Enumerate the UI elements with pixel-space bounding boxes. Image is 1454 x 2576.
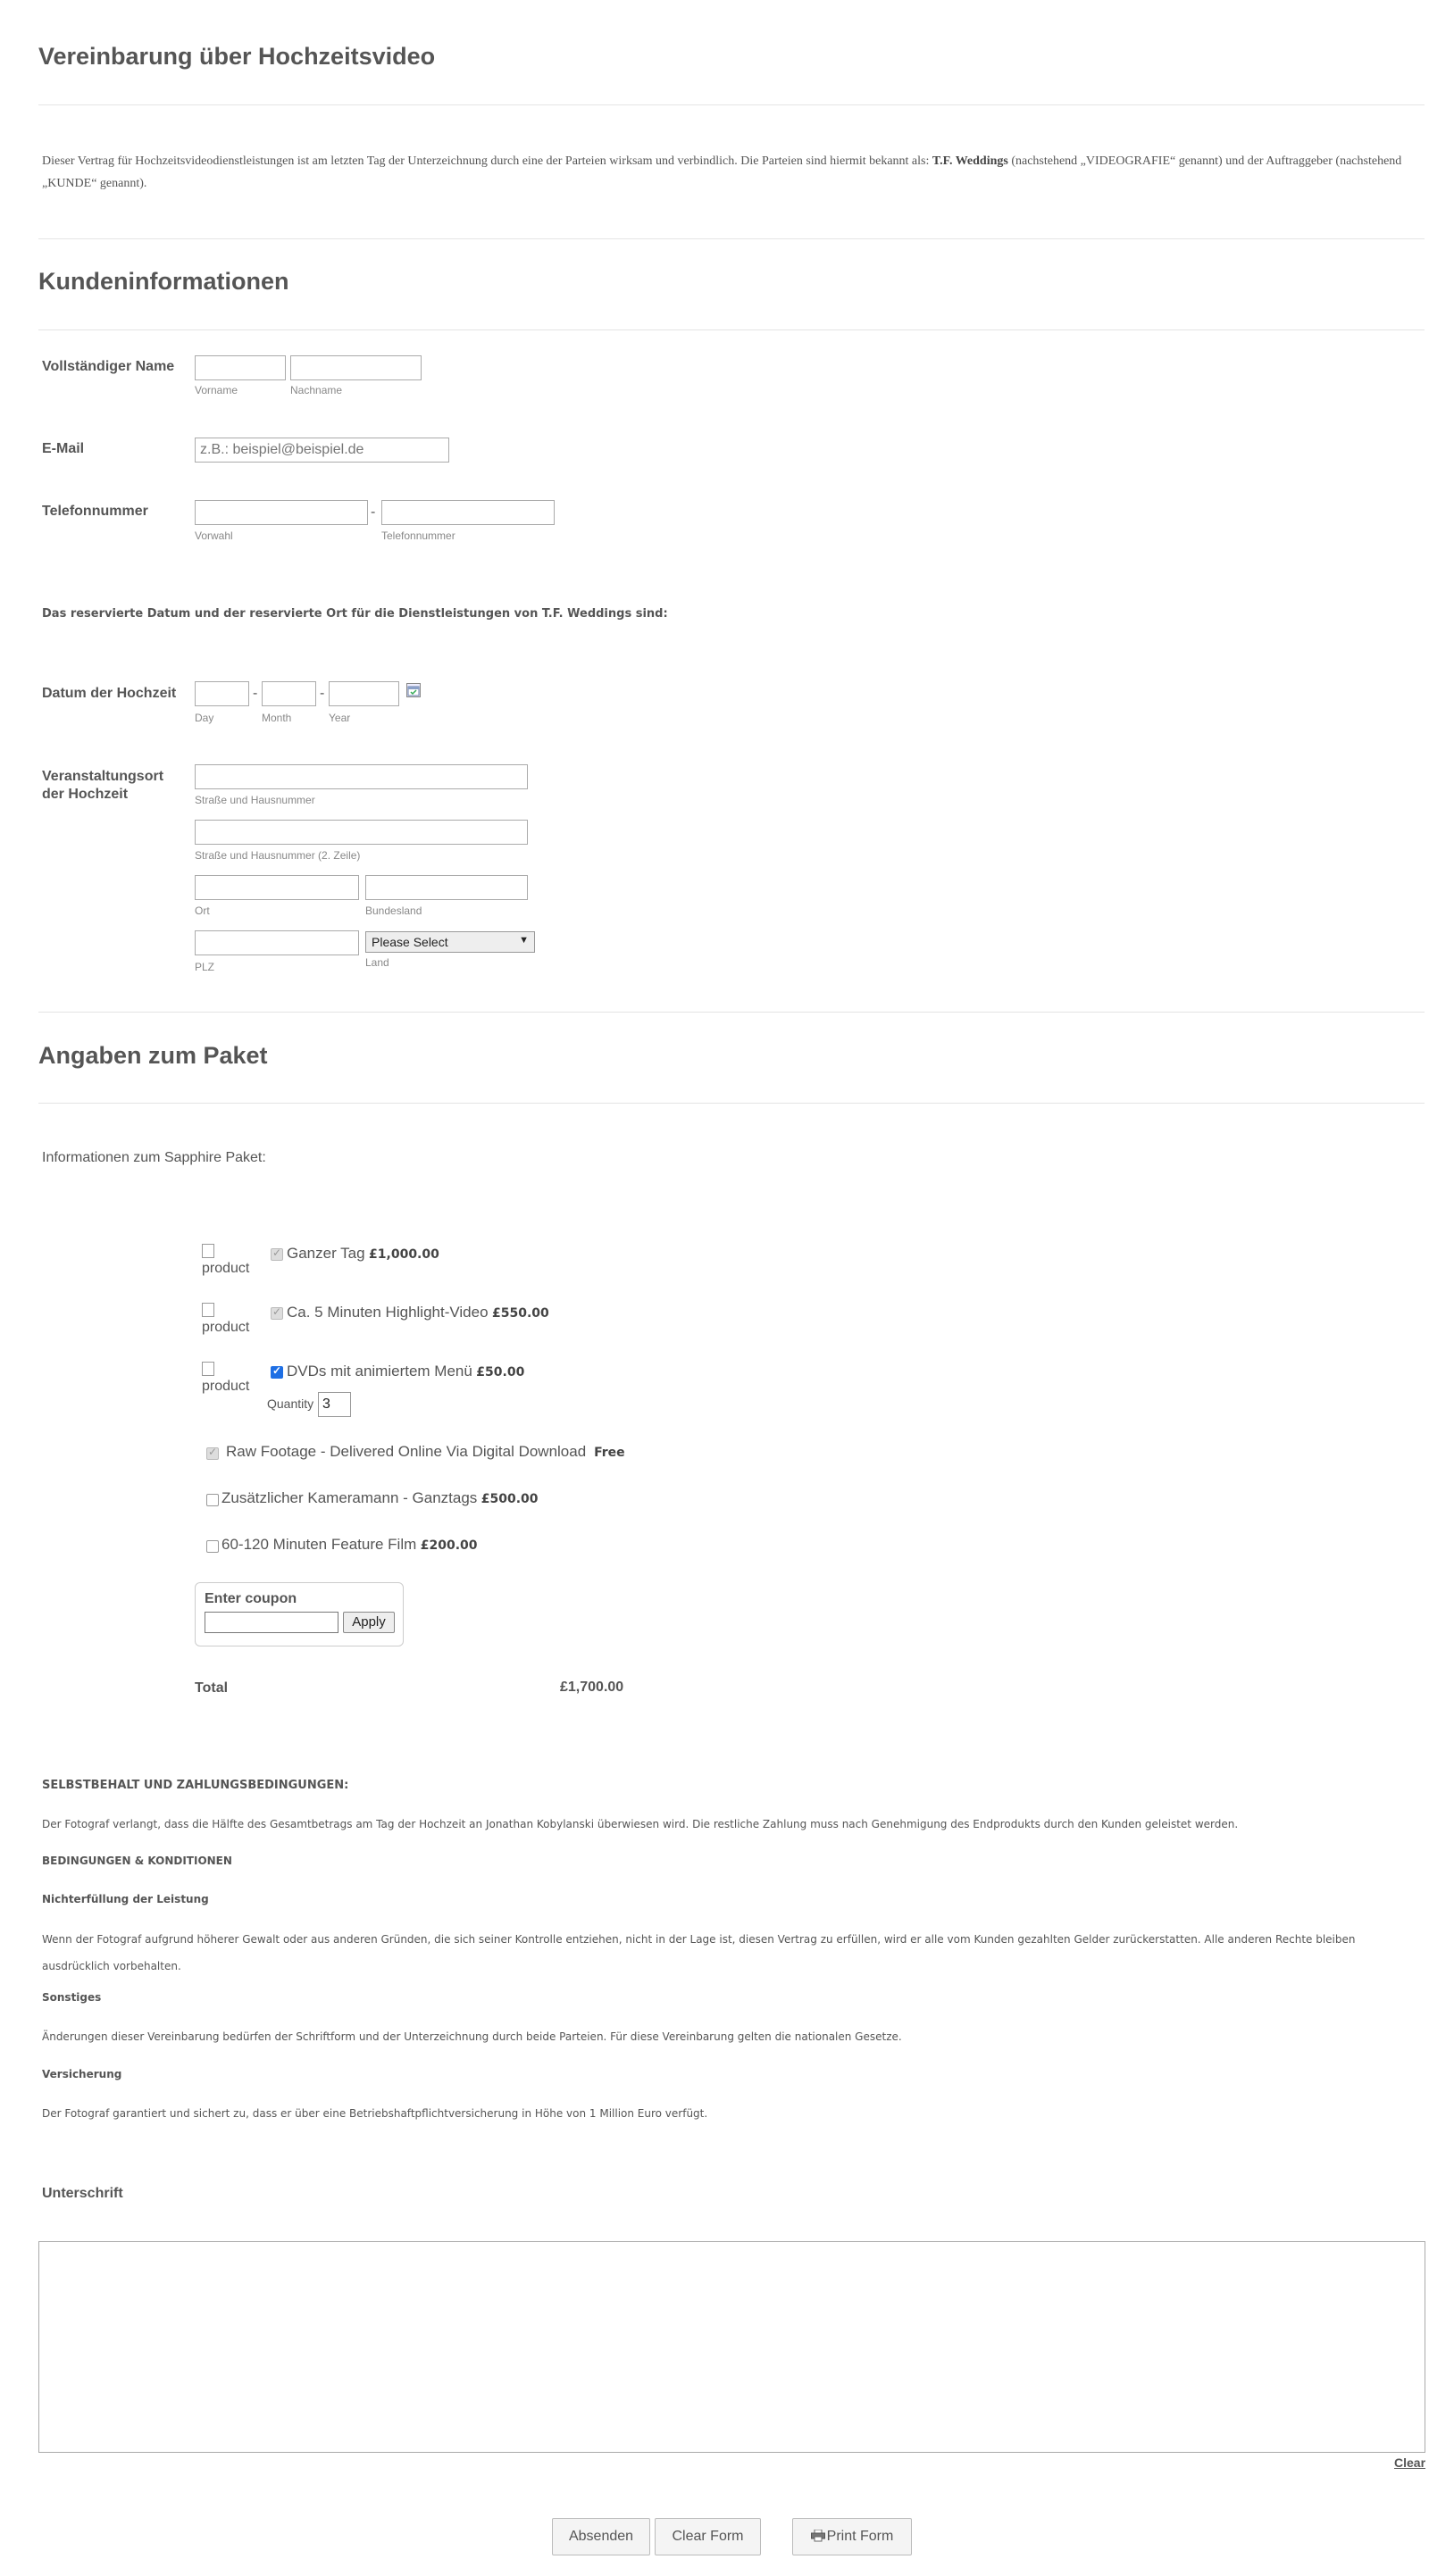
product-name: Ca. 5 Minuten Highlight-Video: [287, 1304, 489, 1321]
country-select-value: Please Select: [372, 935, 448, 949]
state-input[interactable]: [365, 875, 528, 900]
street-address-sublabel: Straße und Hausnummer: [195, 794, 315, 806]
product-checkbox[interactable]: [271, 1248, 283, 1261]
product-row: [287, 1304, 549, 1321]
date-year-input[interactable]: [329, 681, 399, 706]
product-price: £500.00: [480, 1492, 539, 1506]
product-name: DVDs mit animiertem Menü: [287, 1363, 472, 1380]
product-row: [287, 1363, 524, 1380]
terms-text-insurance: Der Fotograf garantiert und sichert zu, dass er über eine Betriebshaftpflichtversicherung in Höhe von 1 Million Euro verfügt.: [42, 2107, 708, 2120]
product-name: Zusätzlicher Kameramann - Ganztags: [221, 1489, 478, 1506]
terms-heading-misc: Sonstiges: [42, 1991, 102, 2004]
product-checkbox[interactable]: [206, 1540, 219, 1553]
signature-pad[interactable]: [38, 2241, 1425, 2453]
country-select[interactable]: [365, 931, 535, 953]
intro-text: Dieser Vertrag für Hochzeitsvideodienstleistungen ist am letzten Tag der Unterzeichnung durch eine der Parteien wirksam und verbindlich. Die Parteien sind hiermit bekannt als: T.F. Weddings (nachstehend „VIDEOGRAFIE“ genannt) und der Auftraggeber (nachstehend „KUNDE“ genannt).: [42, 154, 1402, 190]
terms-heading-nonperformance: Nichterfüllung der Leistung: [42, 1893, 209, 1905]
product-row: [221, 1536, 478, 1554]
section-title-customer: Kundeninformationen: [38, 268, 289, 295]
product-row: [226, 1443, 625, 1461]
country-sublabel: Land: [365, 956, 389, 969]
terms-text-misc: Änderungen dieser Vereinbarung bedürfen der Schriftform und der Unterzeichnung durch beide Parteien. Für diese Vereinbarung gelten die nationalen Gesetze.: [42, 2030, 902, 2043]
terms-heading-conditions: BEDINGUNGEN & KONDITIONEN: [42, 1855, 232, 1867]
terms-heading-payment: SELBSTBEHALT UND ZAHLUNGSBEDINGUNGEN:: [42, 1779, 349, 1792]
product-name: Ganzer Tag: [287, 1245, 365, 1262]
divider: [38, 238, 1425, 239]
product-name: Raw Footage - Delivered Online Via Digital Download: [226, 1443, 587, 1460]
coupon-title: Enter coupon: [205, 1591, 297, 1606]
date-separator: -: [320, 686, 325, 701]
product-image: product: [202, 1244, 255, 1280]
product-price: £550.00: [492, 1306, 549, 1321]
date-month-sublabel: Month: [262, 712, 292, 724]
product-image: product: [202, 1362, 255, 1397]
divider: [38, 104, 1425, 105]
product-price: £50.00: [476, 1365, 525, 1380]
wedding-date-label: Datum der Hochzeit: [42, 686, 177, 701]
total-label: Total: [195, 1680, 229, 1696]
date-day-input[interactable]: [195, 681, 249, 706]
reserved-date-text: Das reservierte Datum und der reservierte Ort für die Dienstleistungen von T.F. Weddings sind:: [42, 607, 668, 621]
phone-label: Telefonnummer: [42, 504, 148, 519]
date-month-input[interactable]: [262, 681, 316, 706]
product-price: £200.00: [420, 1538, 478, 1553]
clear-form-button[interactable]: Clear Form: [655, 2518, 761, 2555]
zip-sublabel: PLZ: [195, 961, 215, 973]
street-address-2-sublabel: Straße und Hausnummer (2. Zeile): [195, 849, 361, 862]
page-title: Vereinbarung über Hochzeitsvideo: [38, 43, 436, 70]
divider: [38, 1012, 1425, 1013]
zip-input[interactable]: [195, 930, 359, 955]
coupon-input[interactable]: [205, 1612, 338, 1633]
first-name-sublabel: Vorname: [195, 384, 238, 396]
terms-heading-insurance: Versicherung: [42, 2068, 122, 2080]
signature-clear-link[interactable]: Clear: [1394, 2455, 1426, 2470]
date-day-sublabel: Day: [195, 712, 214, 724]
state-sublabel: Bundesland: [365, 905, 422, 917]
first-name-input[interactable]: [195, 355, 286, 380]
product-checkbox[interactable]: [206, 1447, 219, 1460]
last-name-input[interactable]: [290, 355, 422, 380]
printer-icon: [811, 2521, 825, 2556]
quantity-label: Quantity: [267, 1396, 314, 1411]
phone-area-sublabel: Vorwahl: [195, 529, 233, 542]
product-checkbox[interactable]: [271, 1366, 283, 1379]
last-name-sublabel: Nachname: [290, 384, 343, 396]
product-price: £1,000.00: [369, 1247, 439, 1262]
phone-area-input[interactable]: [195, 500, 368, 525]
date-year-sublabel: Year: [329, 712, 351, 724]
section-title-package: Angaben zum Paket: [38, 1042, 268, 1069]
phone-separator: -: [371, 504, 376, 520]
phone-number-input[interactable]: [381, 500, 555, 525]
signature-label: Unterschrift: [42, 2186, 123, 2201]
venue-label: Veranstaltungsort der Hochzeit: [42, 769, 164, 802]
apply-coupon-button[interactable]: Apply: [343, 1612, 395, 1633]
product-price: Free: [594, 1446, 625, 1460]
full-name-label: Vollständiger Name: [42, 359, 175, 374]
product-row: [221, 1489, 539, 1507]
phone-number-sublabel: Telefonnummer: [381, 529, 455, 542]
city-sublabel: Ort: [195, 905, 210, 917]
calendar-icon[interactable]: [406, 683, 421, 697]
product-name: 60-120 Minuten Feature Film: [221, 1536, 417, 1553]
package-info-text: Informationen zum Sapphire Paket:: [42, 1150, 266, 1165]
street-address-2-input[interactable]: [195, 820, 528, 845]
date-separator: -: [253, 686, 258, 701]
email-input[interactable]: [195, 438, 449, 463]
divider: [38, 1103, 1425, 1104]
total-value: £1,700.00: [560, 1680, 624, 1695]
product-image: product: [202, 1303, 255, 1338]
submit-button[interactable]: Absenden: [552, 2518, 650, 2555]
print-form-label: Print Form: [826, 2529, 894, 2544]
product-row: [287, 1245, 439, 1263]
street-address-input[interactable]: [195, 764, 528, 789]
product-checkbox[interactable]: [206, 1494, 219, 1506]
chevron-down-icon: ▼: [519, 935, 529, 946]
print-form-button[interactable]: [792, 2518, 912, 2555]
quantity-input[interactable]: [318, 1392, 351, 1417]
product-checkbox[interactable]: [271, 1307, 283, 1320]
divider: [38, 329, 1425, 330]
terms-text-nonperformance: Wenn der Fotograf aufgrund höherer Gewalt oder aus anderen Gründen, die sich seiner Kontrolle entziehen, nicht in der Lage ist, diesen Vertrag zu erfüllen, wird er alle vom Kunden gezahlten Gelder zurückerstatten. Alle anderen Rechte bleiben ausdrücklich vorbehalten.: [42, 1933, 1356, 1972]
city-input[interactable]: [195, 875, 359, 900]
terms-text-payment: Der Fotograf verlangt, dass die Hälfte des Gesamtbetrags am Tag der Hochzeit an Jonathan Kobylanski überwiesen wird. Die restliche Zahlung muss nach Genehmigung des Endprodukts durch den Kunden geleistet werden.: [42, 1818, 1239, 1830]
email-label: E-Mail: [42, 441, 85, 456]
